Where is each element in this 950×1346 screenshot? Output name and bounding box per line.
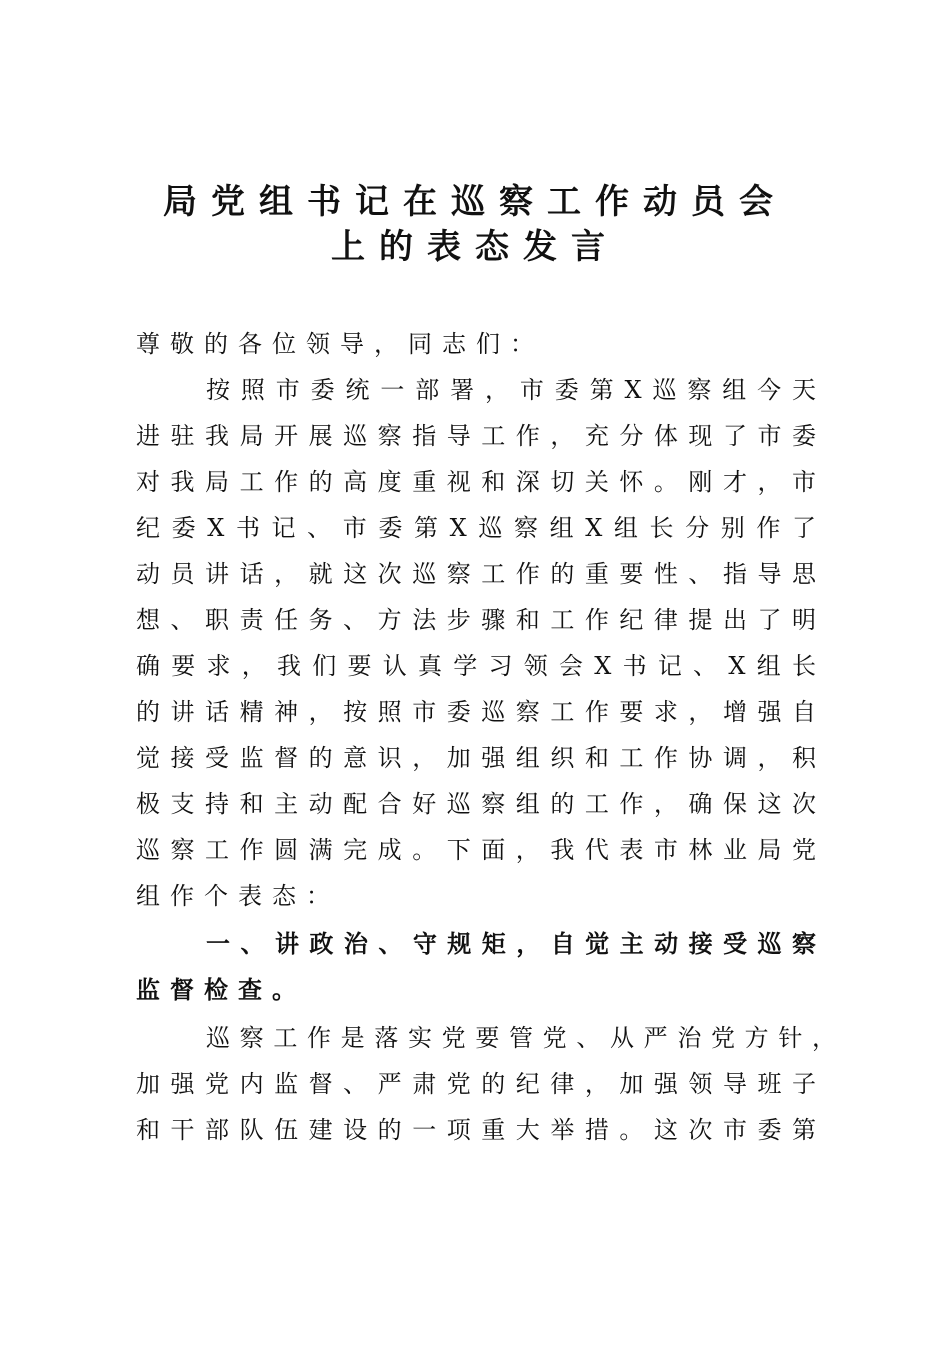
section-heading-line: 一、讲政治、守规矩，自觉主动接受巡察 [206,930,816,958]
paragraph-1-line: 进驻我局开展巡察指导工作，充分体现了市委 [136,422,816,450]
salutation: 尊敬的各位领导，同志们： [136,330,544,358]
paragraph-1-line: 觉接受监督的意识，加强组织和工作协调，积 [136,744,816,772]
document-title-line-1: 局党组书记在巡察工作动员会 [163,182,787,222]
paragraph-1-line: 的讲话精神，按照市委巡察工作要求，增强自 [136,698,816,726]
paragraph-1-line: 极支持和主动配合好巡察组的工作，确保这次 [136,790,816,818]
paragraph-2-line: 巡察工作是落实党要管党、从严治党方针， [206,1024,836,1052]
paragraph-1-line: 组作个表态： [136,882,340,910]
paragraph-1-line: 按照市委统一部署，市委第X巡察组今天 [206,376,816,404]
paragraph-1-line: 想、职责任务、方法步骤和工作纪律提出了明 [136,606,816,634]
paragraph-1-line: 动员讲话，就这次巡察工作的重要性、指导思 [136,560,816,588]
paragraph-2-line: 加强党内监督、严肃党的纪律，加强领导班子 [136,1070,816,1098]
paragraph-1-line: 纪委X书记、市委第X巡察组X组长分别作了 [136,514,816,542]
document-title-line-2: 上的表态发言 [331,227,619,267]
paragraph-1-line: 确要求，我们要认真学习领会X书记、X组长 [136,652,816,680]
paragraph-1-line: 巡察工作圆满完成。下面，我代表市林业局党 [136,836,816,864]
paragraph-2-line: 和干部队伍建设的一项重大举措。这次市委第 [136,1116,816,1144]
section-heading-line: 监督检查。 [136,976,306,1004]
paragraph-1-line: 对我局工作的高度重视和深切关怀。刚才，市 [136,468,816,496]
